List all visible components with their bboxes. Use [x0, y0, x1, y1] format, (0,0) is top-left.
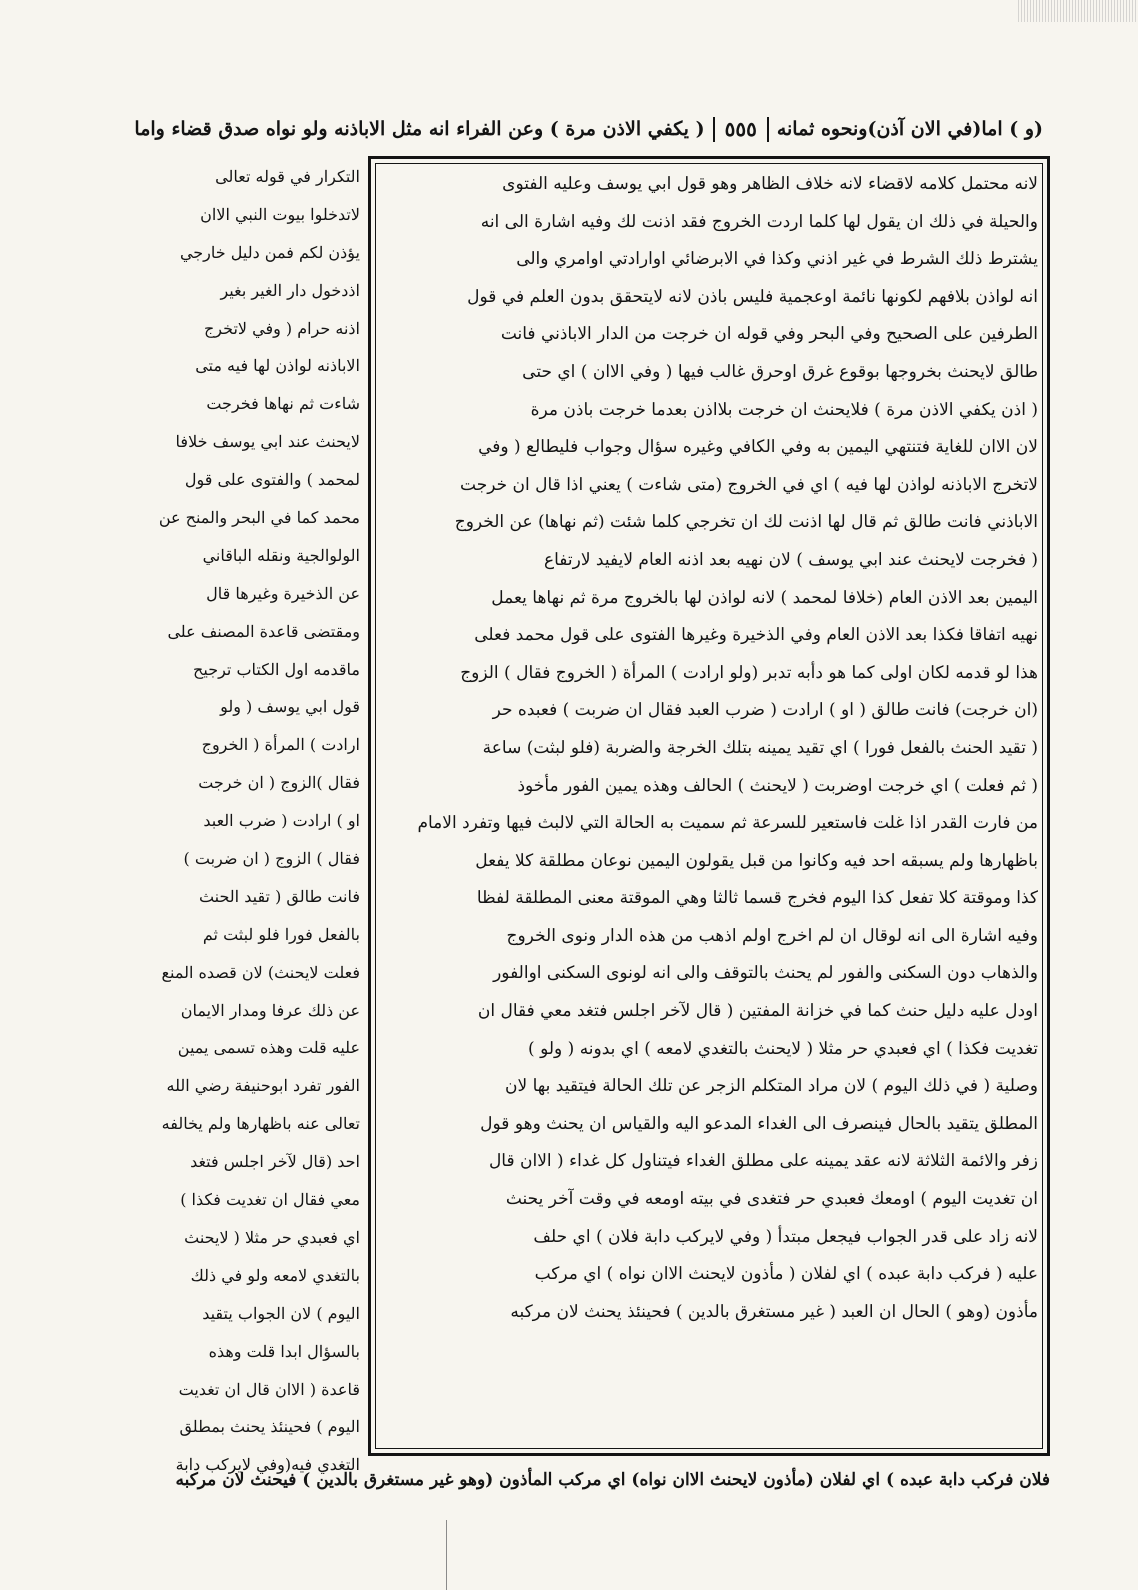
- main-text-line: تغديت فكذا ) اي فعبدي حر مثلا ( لايحنث بالتغدي لامعه ) اي بدونه ( ولو ): [528, 1038, 1038, 1059]
- margin-text-line: يؤذن لكم فمن دليل خارجي: [179, 242, 360, 262]
- margin-text-line: فقال ) الزوج ( ان ضربت ): [183, 849, 360, 869]
- margin-text-line: لاتدخلوا بيوت النبي الاان: [200, 204, 360, 224]
- main-text-line: لانه زاد على قدر الجواب فيجعل مبتدأ ( وفي لايركب دابة فلان ) اي حلف: [533, 1226, 1038, 1247]
- main-text-line: ان تغديت اليوم ) اومعك فعبدي حر فتغدى في بيته اومعه في وقت آخر يحنث: [505, 1189, 1038, 1210]
- main-text-line: اودل عليه دليل حنث كما في خزانة المفتين ( قال لآخر اجلس فتغد معي فقال ان: [477, 1001, 1038, 1022]
- main-text-line: (ان خرجت) فانت طالق ( او ) ارادت ( ضرب العبد فقال ان ضربت ) فعبده حر: [492, 700, 1038, 721]
- main-text-line: لاتخرج الاباذنه لواذن لها فيه ) اي في الخروج (متى شاءت ) يعني اذا قال ان خرجت: [460, 474, 1038, 495]
- margin-text-line: فعلت لايحنث) لان قصده المنع: [161, 962, 360, 982]
- main-text-line: انه لواذن بلافهم لكونها نائمة اوعجمية فليس باذن لانه لايتحقق بدون العلم في قول: [467, 286, 1038, 307]
- main-text-line: ( فخرجت لايحنث عند ابي يوسف ) لان نهيه بعد اذنه العام لايفيد لارتفاع: [543, 549, 1038, 570]
- margin-text-line: اذدخول دار الغير بغير: [220, 280, 360, 300]
- main-text-line: والحيلة في ذلك ان يقول لها كلما اردت الخروج فقد اذنت لك وفيه اشارة الى انه: [480, 211, 1038, 232]
- margin-text-line: تعالى عنه باظهارها ولم يخالفه: [161, 1114, 360, 1134]
- scan-corner-noise: [1018, 0, 1138, 22]
- main-text-line: باظهارها ولم يسبقه احد فيه وكانوا من قبل يقولون اليمين نوعان مطلقة كلا يفعل: [475, 850, 1038, 871]
- main-text-line: طالق لايحنث بخروجها بوقوع غرق اوحرق غالب فيها ( وفي الاان ) اي حتى: [522, 361, 1038, 382]
- main-text-line: يشترط ذلك الشرط في غير اذني وكذا في الابرضائي اوارادتي اوامري والى: [516, 249, 1038, 270]
- main-text-line: الاباذني فانت طالق ثم قال لها اذنت لك ان تخرجي كلما شئت (ثم نهاها) عن الخروج: [454, 512, 1038, 533]
- margin-text-line: اليوم ) لان الجواب يتقيد: [202, 1303, 360, 1323]
- page-number: ٥٥٥: [713, 117, 769, 142]
- margin-text-line: بالتغدي لامعه ولو في ذلك: [190, 1265, 360, 1285]
- margin-text-line: الاباذنه لواذن لها فيه متى: [195, 356, 360, 376]
- header-left-text: (و ) اما(في الان آذن)ونحوه ثمانه: [776, 118, 1043, 140]
- margin-text-line: ماقدمه اول الكتاب ترجيح: [193, 659, 360, 679]
- margin-text-line: ارادت ) المرأة ( الخروج: [201, 735, 360, 755]
- main-text-line: كذا وموقتة كلا تفعل كذا اليوم فخرج قسما ثالثا وهي الموقتة معنى المطلقة لفظا: [476, 888, 1038, 909]
- main-text-line: اليمين بعد الاذن العام (خلافا لمحمد ) لانه لواذن لها بالخروج مرة ثم نهاها يعمل: [491, 587, 1038, 608]
- margin-text-line: اي فعبدي حر مثلا ( لايحنث: [184, 1227, 360, 1247]
- margin-text-line: لمحمد ) والفتوى على قول: [184, 470, 360, 490]
- margin-text-line: فانت طالق ( تقيد الحنث: [198, 886, 360, 906]
- margin-text-line: ومقتضى قاعدة المصنف على: [167, 621, 360, 641]
- main-text-line: ( ثم فعلت ) اي خرجت اوضربت ( لايحنث ) الحالف وهذه يمين الفور مأخوذ: [517, 775, 1038, 796]
- margin-text-line: الولوالجية ونقله الباقاني: [202, 545, 360, 565]
- main-text-line: لان الاان للغاية فتنتهي اليمين به وفي الكافي وغيره سؤال وجواب فليطالع ( وفي: [478, 437, 1038, 458]
- margin-text-line: عن ذلك عرفا ومدار الايمان: [180, 1000, 360, 1020]
- footer-continuation-line: فلان فركب دابة عبده ) اي لفلان (مأذون لايحنث الاان نواه) اي مركب المأذون (وهو غير مستغرق بالدين ) فيحنث لان مركبه: [175, 1470, 1050, 1490]
- main-text-line: من فارت القدر اذا غلت فاستعير للسرعة ثم سميت به الحالة التي لالبث فيها وتفرد الامام: [417, 813, 1038, 834]
- main-text-line: ( اذن يكفي الاذن مرة ) فلايحنث ان خرجت بلااذن بعدما خرجت باذن مرة: [530, 399, 1038, 420]
- main-text-line: هذا لو قدمه لكان اولى كما هو دأبه تدبر (ولو ارادت ) المرأة ( الخروج فقال ) الزوج: [460, 662, 1038, 683]
- main-text-line: نهيه اتفاقا فكذا بعد الاذن العام وفي الذخيرة وغيرها الفتوى على قول محمد فعلى: [474, 625, 1038, 646]
- header-right-text: ( يكفي الاذن مرة ) وعن الفراء انه مثل الاباذنه ولو نواه صدق قضاء واما: [134, 118, 705, 140]
- margin-text-line: اذنه حرام ( وفي لاتخرج: [203, 318, 360, 338]
- main-text-line: والذهاب دون السكنى والفور لم يحنث بالتوقف والى انه لونوى السكنى اوالفور: [493, 963, 1038, 984]
- main-text-line: وفيه اشارة الى انه لوقال ان لم اخرج اولم اذهب من هذه الدار ونوى الخروج: [506, 925, 1038, 946]
- margin-text-line: محمد كما في البحر والمنح عن: [158, 508, 360, 528]
- main-commentary: [380, 166, 1038, 1446]
- margin-text-line: الفور تفرد ابوحنيفة رضي الله: [166, 1076, 360, 1096]
- main-text-line: ( تقيد الحنث بالفعل فورا ) اي تقيد يمينه بتلك الخرجة والضربة (فلو لبثت) ساعة: [482, 737, 1038, 758]
- main-text-line: عليه ( فركب دابة عبده ) اي لفلان ( مأذون لايحنث الاان نواه ) اي مركب: [534, 1264, 1038, 1285]
- scan-margin-line: [446, 1520, 447, 1590]
- running-header: [128, 112, 1043, 146]
- margin-text-line: عليه قلت وهذه تسمى يمين: [177, 1038, 360, 1058]
- margin-text-line: التغدي فيه(وفي لايركب دابة: [175, 1455, 360, 1475]
- margin-text-line: احد (قال لآخر اجلس فتغد: [190, 1152, 360, 1172]
- margin-text-line: لايحنث عند ابي يوسف خلافا: [175, 432, 360, 452]
- main-text-line: المطلق يتقيد بالحال فينصرف الى الغداء المدعو اليه والقياس ان يحنث وهو قول: [480, 1113, 1038, 1134]
- main-text-line: زفر والائمة الثلاثة لانه عقد يمينه على مطلق الغداء فيتناول كل غداء ( الاان قال: [488, 1151, 1038, 1172]
- main-text-line: وصلية ( في ذلك اليوم ) لان مراد المتكلم الزجر عن تلك الحالة فيتقيد بها لان: [505, 1076, 1038, 1097]
- margin-text-line: او ) ارادت ( ضرب العبد: [203, 811, 360, 831]
- margin-text-line: شاءت ثم نهاها فخرجت: [206, 394, 360, 414]
- main-text-line: الطرفين على الصحيح وفي البحر وفي قوله ان خرجت من الدار الاباذني فانت: [500, 324, 1038, 345]
- margin-text-line: اليوم ) فحينئذ يحنث بمطلق: [179, 1417, 360, 1437]
- margin-text-line: التكرار في قوله تعالى: [215, 167, 360, 186]
- main-text-line: مأذون (وهو ) الحال ان العبد ( غير مستغرق بالدين ) فحينئذ يحنث لان مركبه: [510, 1301, 1038, 1322]
- margin-text-line: بالفعل فورا فلو لبثت ثم: [202, 924, 360, 944]
- margin-commentary: [134, 158, 360, 1475]
- margin-text-line: معي فقال ان تغديت فكذا ): [180, 1190, 360, 1210]
- margin-text-line: قول ابي يوسف ( ولو: [220, 697, 360, 717]
- margin-text-line: فقال )الزوج ( ان خرجت: [198, 773, 360, 793]
- margin-text-line: عن الذخيرة وغيرها قال: [206, 583, 360, 603]
- margin-text-line: بالسؤال ابدا قلت وهذه: [208, 1341, 360, 1361]
- margin-text-line: قاعدة ( الاان قال ان تغديت: [178, 1379, 360, 1399]
- main-text-line: لانه محتمل كلامه لاقضاء لانه خلاف الظاهر وهو قول ابي يوسف وعليه الفتوى: [502, 174, 1038, 194]
